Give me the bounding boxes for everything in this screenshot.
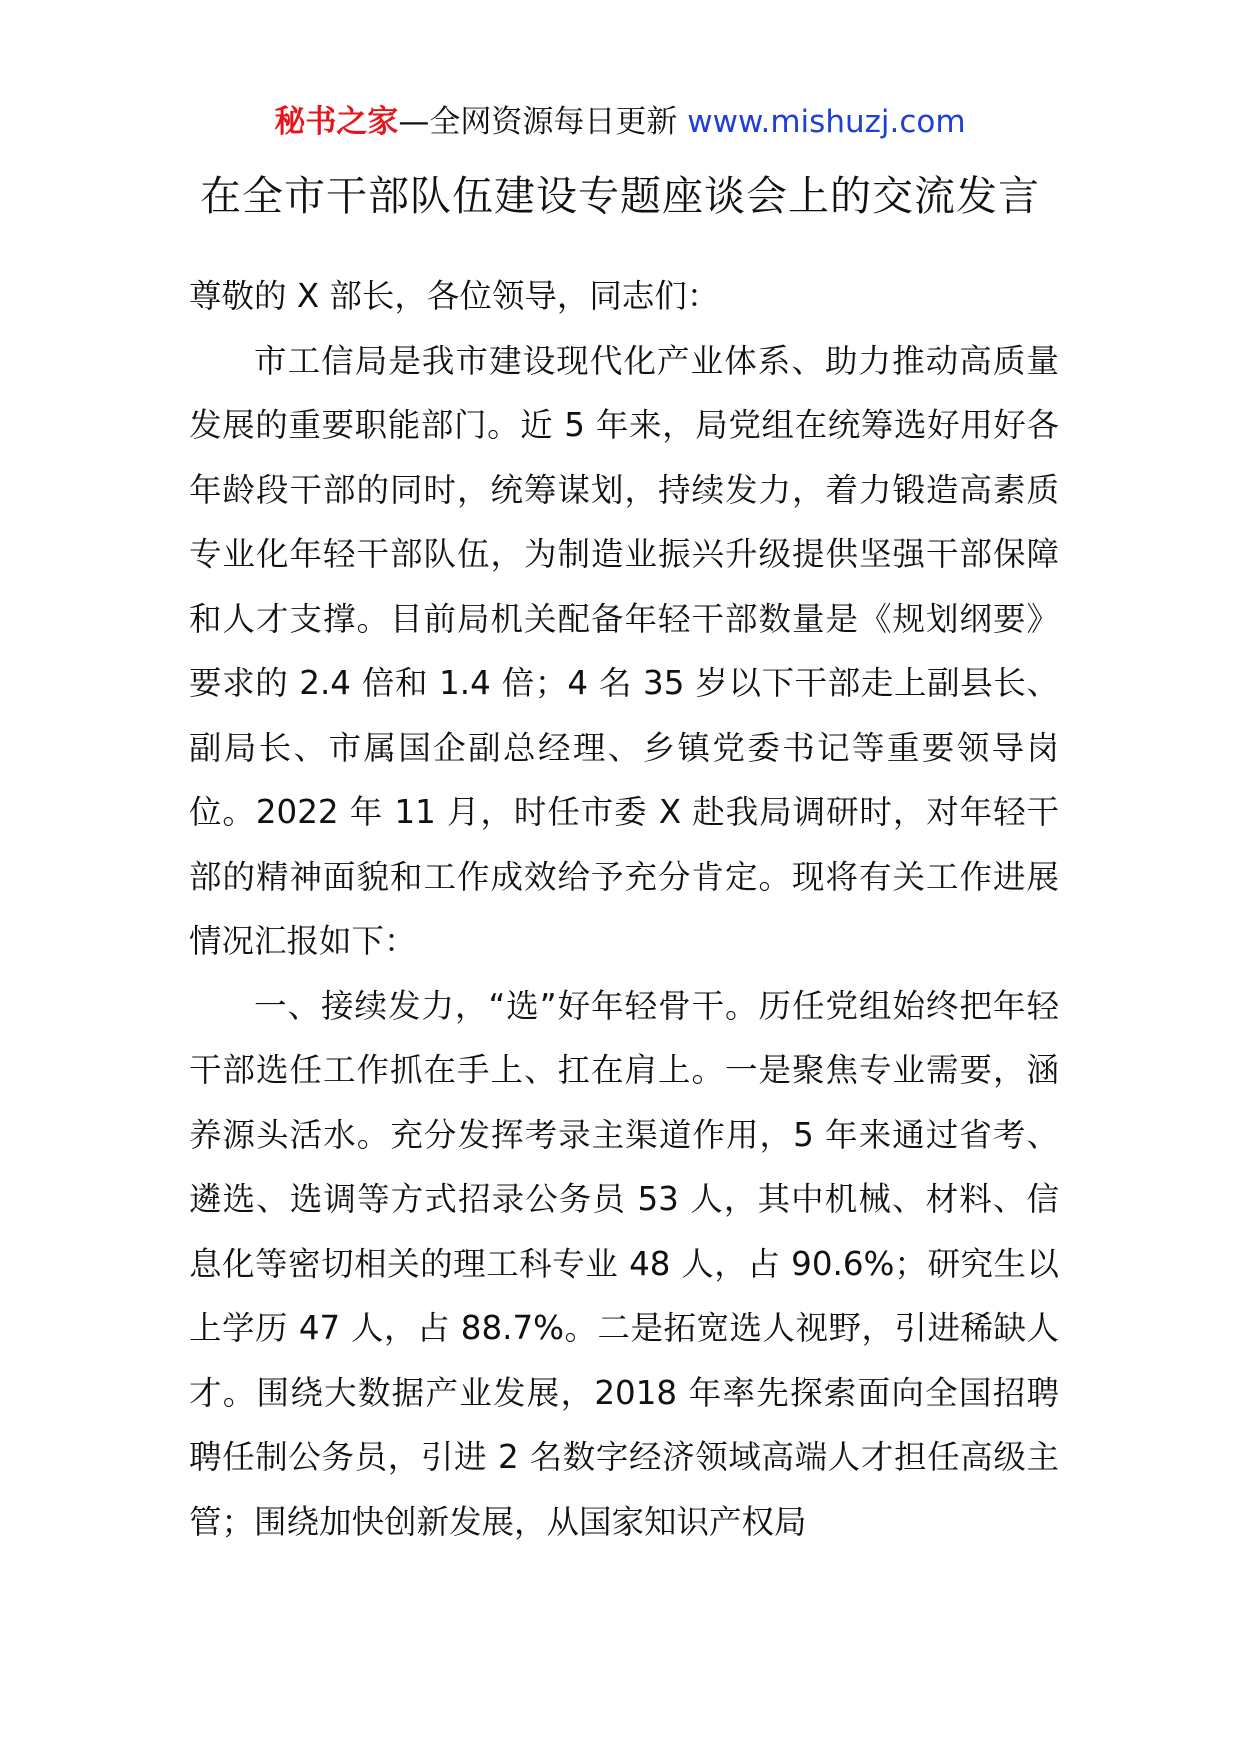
site-header	[0, 102, 1240, 142]
document-title: 在全市干部队伍建设专题座谈会上的交流发言	[200, 172, 1040, 220]
paragraph-section-one: 一、接续发力，“选”好年轻骨干。历任党组始终把年轻干部选任工作抓在手上、扛在肩上。一是聚焦专业需要，涵养源头活水。充分发挥考录主渠道作用，5 年来通过省考、遴选、选调等方式招录公务员 53 人，其中机械、材料、信息化等密切相关的理工科专业 48 人，占 90.6%；研究生以上学历 47 人，占 88.7%。二是拓宽选人视野，引进稀缺人才。围绕大数据产业发展，2018 年率先探索面向全国招聘聘任制公务员，引进 2 名数字经济领域高端人才担任高级主管；围绕加快创新发展，从国家知识产权局	[189, 986, 1059, 1541]
document-body	[189, 264, 1059, 1554]
header-tagline: —全网资源每日更新	[398, 104, 678, 140]
paragraph-intro: 市工信局是我市建设现代化产业体系、助力推动高质量发展的重要职能部门。近 5 年来，局党组在统筹选好用好各年龄段干部的同时，统筹谋划，持续发力，着力锻造高素质专业化年轻干部队伍，为制造业振兴升级提供坚强干部保障和人才支撑。目前局机关配备年轻干部数量是《规划纲要》要求的 2.4 倍和 1.4 倍；4 名 35 岁以下干部走上副县长、副局长、市属国企副总经理、乡镇党委书记等重要领导岗位。2022 年 11 月，时任市委 X 赴我局调研时，对年轻干部的精神面貌和工作成效给予充分肯定。现将有关工作进展情况汇报如下：	[189, 341, 1059, 960]
salutation: 尊敬的 X 部长，各位领导，同志们：	[189, 277, 720, 315]
site-url-link[interactable]: www.mishuzj.com	[687, 104, 966, 140]
brand-name: 秘书之家	[274, 104, 399, 140]
